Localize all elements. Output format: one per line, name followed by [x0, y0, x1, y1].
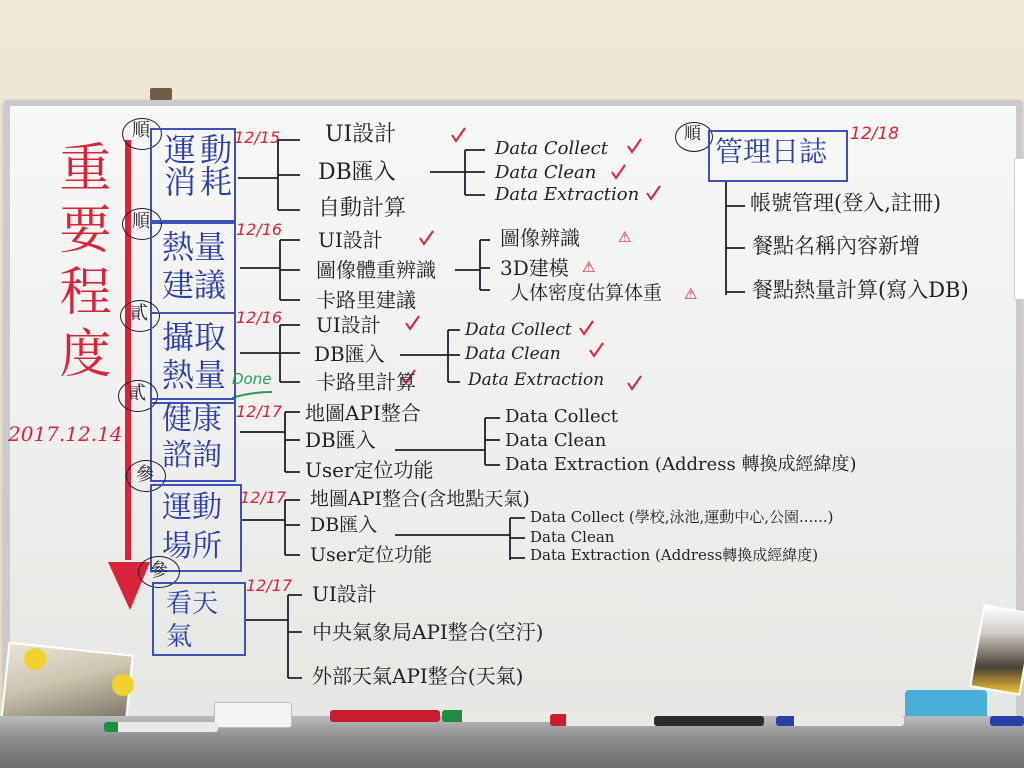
sub-item: Data Clean: [530, 528, 615, 546]
task-item: User定位功能: [310, 544, 433, 566]
module-date: 12/16: [236, 220, 283, 239]
sub-item: Data Clean: [505, 430, 607, 451]
task-item: 圖像體重辨識: [316, 258, 436, 282]
task-item: UI設計: [318, 228, 383, 252]
module-name: 熱量建議: [162, 228, 227, 305]
marker-black: [654, 716, 764, 726]
rank-label: 貳: [128, 383, 146, 404]
rank-label: 順: [684, 124, 701, 144]
rank-label: 參: [150, 560, 168, 581]
magnet-yellow: [112, 674, 134, 696]
pinned-paper: [1014, 158, 1024, 300]
module-name: 健康諮詢: [162, 402, 222, 473]
task-item: DB匯入: [305, 428, 376, 452]
module-date: 12/17: [246, 576, 293, 595]
task-item: UI設計: [312, 582, 377, 606]
sub-item: 人体密度估算体重: [510, 282, 663, 304]
rank-label: 順: [132, 120, 150, 141]
module-date: 12/15: [234, 128, 281, 147]
sub-item: Data Collect: [505, 406, 618, 427]
sub-item: Data Extraction: [495, 184, 640, 205]
sub-item: Data Extraction: [468, 370, 605, 390]
task-item: 地圖API整合: [305, 401, 421, 425]
task-item: UI設計: [325, 122, 397, 147]
task-item: DB匯入: [318, 160, 396, 185]
task-item: DB匯入: [314, 342, 385, 366]
marker-white: [214, 702, 292, 728]
priority-title: 重要程度: [50, 140, 110, 388]
marker-red: [330, 710, 440, 722]
date-label: 2017.12.14: [8, 422, 123, 446]
sub-item: Data Collect (學校,泳池,運動中心,公園......): [530, 508, 834, 526]
module-name: 攝取熱量: [162, 318, 227, 395]
warning-icon: ⚠: [684, 285, 698, 303]
log-title: 管理日誌: [715, 135, 828, 168]
rank-label: 參: [136, 464, 154, 485]
warning-icon: ⚠: [582, 258, 596, 276]
marker-red: [550, 714, 666, 726]
module-date: 12/17: [236, 402, 283, 421]
marker-blue: [776, 716, 904, 726]
sub-item: Data Clean: [465, 344, 561, 364]
task-item: User定位功能: [305, 458, 434, 482]
done-note: Done: [232, 370, 272, 388]
sub-item: Data Collect: [465, 320, 572, 340]
rank-label: 順: [132, 211, 150, 232]
log-item: 餐點熱量計算(寫入DB): [752, 278, 969, 302]
sub-item: Data Extraction (Address 轉換成經緯度): [505, 454, 857, 475]
sub-item: Data Extraction (Address轉換成經緯度): [530, 546, 819, 564]
task-item: 自動計算: [318, 196, 407, 221]
log-item: 餐點名稱內容新增: [752, 234, 920, 258]
sub-item: Data Collect: [495, 138, 608, 159]
task-item: 卡路里建議: [316, 288, 416, 312]
magnet-yellow: [24, 648, 46, 670]
module-date: 12/17: [240, 488, 287, 507]
module-name: 運動場所: [162, 490, 222, 564]
task-item: 中央氣象局API整合(空汙): [312, 620, 544, 644]
task-item: 外部天氣API整合(天氣): [312, 664, 524, 688]
task-item: UI設計: [316, 313, 381, 337]
sub-item: 圖像辨識: [500, 226, 580, 250]
sub-item: Data Clean: [495, 162, 597, 183]
sub-item: 3D建模: [500, 256, 569, 280]
module-name: 看天氣: [166, 589, 219, 652]
rank-label: 貳: [130, 303, 148, 324]
module-date: 12/16: [236, 308, 283, 327]
log-date: 12/18: [850, 124, 899, 144]
marker-blue: [990, 716, 1024, 726]
module-name: 運動消耗: [164, 131, 237, 201]
task-item: DB匯入: [310, 514, 378, 536]
log-item: 帳號管理(登入,註冊): [750, 191, 942, 215]
task-item: 地圖API整合(含地點天氣): [310, 488, 530, 510]
task-item: 卡路里計算: [316, 370, 416, 394]
warning-icon: ⚠: [618, 228, 632, 246]
marker-green: [104, 722, 218, 732]
